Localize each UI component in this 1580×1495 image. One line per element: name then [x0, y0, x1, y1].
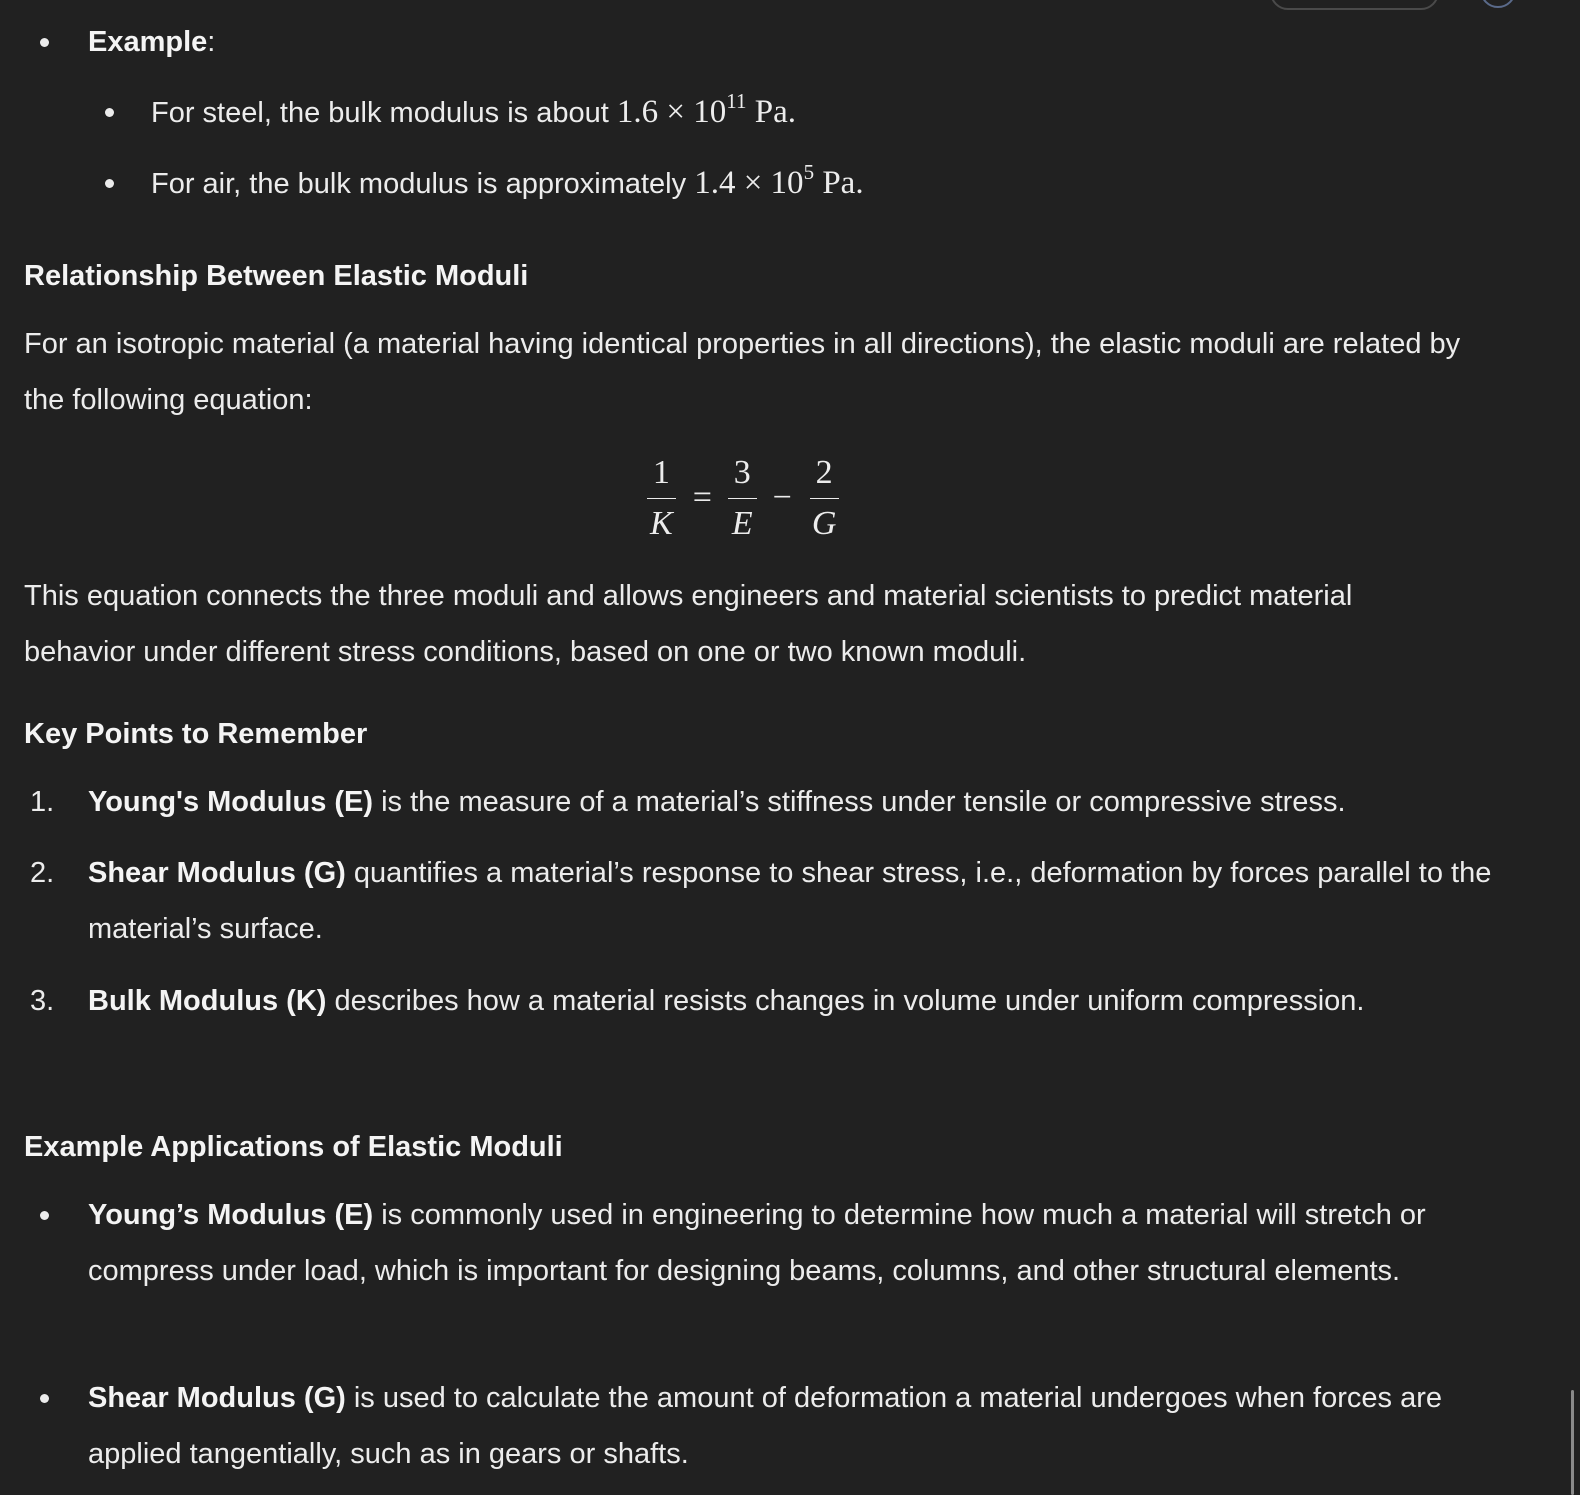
math-unit: Pa.	[746, 94, 796, 130]
scrollbar-thumb[interactable]	[1571, 1390, 1574, 1495]
bullet-dot	[105, 108, 114, 117]
numerator: 3	[728, 456, 757, 499]
bullet-dot	[40, 1394, 49, 1403]
list-item	[24, 973, 1388, 1029]
fraction-term2	[806, 453, 843, 542]
list-item	[24, 774, 1580, 830]
math-base: 1.4 × 10	[694, 165, 804, 201]
bullet-dot	[40, 1211, 49, 1220]
application-text: is commonly used in engineering to determine how much a material will stretch or compress under load, which is important for designing beams, columns, and other structural elements.	[88, 1199, 1426, 1287]
avatar[interactable]	[1480, 0, 1516, 8]
denominator: K	[650, 504, 673, 542]
fraction-term1	[726, 453, 759, 542]
list-number: 2.	[30, 857, 55, 889]
relationship-outro: This equation connects the three moduli and allows engineers and material scientists to predict material behavior under different stress conditions, based on one or two known moduli.	[24, 580, 1353, 668]
heading-relationship: Relationship Between Elastic Moduli	[24, 260, 529, 292]
term-shear: Shear Modulus (G)	[88, 1382, 346, 1414]
example-air-text: For air, the bulk modulus is approximately	[151, 168, 695, 200]
header-pill-button[interactable]	[1270, 0, 1439, 10]
definition-text: describes how a material resists changes in volume under uniform compression.	[326, 985, 1365, 1017]
fraction-lhs	[644, 453, 679, 542]
math-exponent: 11	[726, 89, 747, 113]
numerator: 1	[647, 456, 676, 499]
math-air	[694, 160, 864, 201]
denominator: G	[811, 504, 837, 542]
term-shear: Shear Modulus (G)	[88, 857, 346, 889]
list-number: 3.	[30, 985, 55, 1017]
display-equation	[640, 448, 846, 548]
numerator: 2	[810, 456, 839, 499]
equals-sign: =	[692, 479, 712, 516]
definition-text: quantifies a material’s response to shear stress, i.e., deformation by forces parallel to the material’s surface.	[88, 857, 1492, 945]
list-item	[24, 1370, 1534, 1482]
minus-sign: −	[772, 479, 792, 516]
example-colon: :	[207, 26, 216, 58]
list-item	[24, 155, 1580, 212]
bullet-dot	[105, 179, 114, 188]
math-unit: Pa.	[814, 165, 864, 201]
list-item-example	[24, 14, 1580, 70]
list-item	[24, 1187, 1518, 1299]
math-exponent: 5	[803, 160, 815, 184]
relationship-intro: For an isotropic material (a material having identical properties in all directions), the elastic moduli are related by the following equation:	[24, 328, 1461, 416]
denominator: E	[731, 504, 753, 542]
list-item	[24, 845, 1534, 957]
list-item	[24, 84, 1580, 141]
term-bulk: Bulk Modulus (K)	[88, 985, 327, 1017]
example-steel-text: For steel, the bulk modulus is about	[151, 97, 617, 129]
term-youngs: Young’s Modulus (E)	[88, 1199, 374, 1231]
example-label: Example	[88, 26, 208, 58]
heading-applications: Example Applications of Elastic Moduli	[24, 1131, 563, 1163]
definition-text: is the measure of a material’s stiffness under tensile or compressive stress.	[373, 786, 1346, 818]
term-youngs: Young's Modulus (E)	[88, 786, 374, 818]
math-base: 1.6 × 10	[616, 94, 727, 130]
bullet-dot	[40, 38, 49, 47]
heading-key-points: Key Points to Remember	[24, 718, 368, 750]
application-text: is used to calculate the amount of deformation a material undergoes when forces are applied tangentially, such as in gears or shafts.	[88, 1382, 1442, 1470]
list-number: 1.	[30, 786, 55, 818]
math-steel	[616, 89, 796, 130]
